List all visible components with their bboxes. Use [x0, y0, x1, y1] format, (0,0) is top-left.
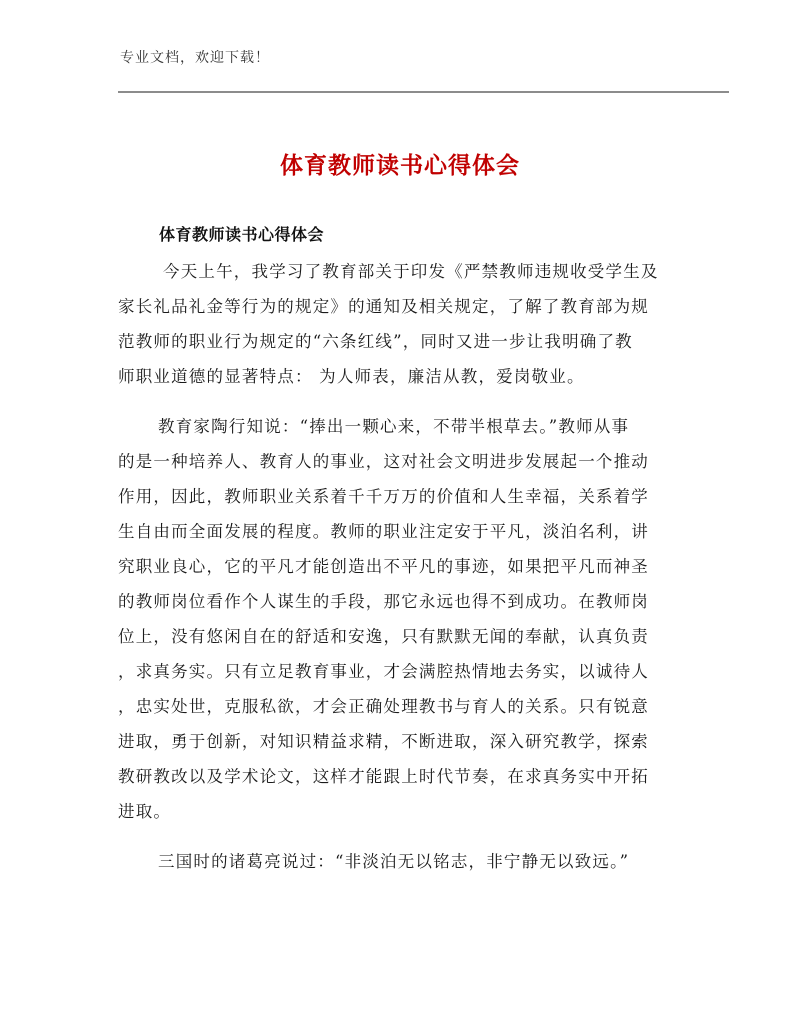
paragraph-line: 的教师岗位看作个人谋生的手段，那它永远也得不到成功。在教师岗 — [118, 592, 649, 611]
paragraph-line: 家长礼品礼金等行为的规定》的通知及相关规定，了解了教育部为规 — [118, 297, 649, 316]
document-body — [118, 254, 678, 894]
paragraph-line: 作用，因此，教师职业关系着千千万万的价值和人生幸福，关系着学 — [118, 487, 649, 506]
document-subtitle: 体育教师读书心得体会 — [159, 225, 325, 244]
paragraph-line: 师职业道德的显著特点： 为人师表，廉洁从教，爱岗敬业。 — [118, 367, 585, 386]
paragraph-line: 今天上午，我学习了教育部关于印发《严禁教师违规收受学生及 — [163, 262, 659, 281]
paragraph-2 — [118, 409, 678, 829]
paragraph-line: ，求真务实。只有立足教育事业，才会满腔热情地去务实，以诚待人 — [118, 662, 649, 681]
paragraph-line: 进取，勇于创新，对知识精益求精，不断进取，深入研究教学，探索 — [118, 732, 649, 751]
paragraph-line: 位上，没有悠闲自在的舒适和安逸，只有默默无闻的奉献，认真负责 — [118, 627, 649, 646]
paragraph-line: 究职业良心，它的平凡才能创造出不平凡的事迹，如果把平凡而神圣 — [118, 557, 649, 576]
paragraph-line: 生自由而全面发展的程度。教师的职业注定安于平凡，淡泊名利，讲 — [118, 522, 649, 541]
paragraph-line: 三国时的诸葛亮说过：“非淡泊无以铭志，非宁静无以致远。” — [158, 852, 630, 871]
paragraph-line: 进取。 — [118, 802, 172, 821]
header-divider — [118, 91, 729, 93]
paragraph-line: 教研教改以及学术论文，这样才能跟上时代节奏，在求真务实中开拓 — [118, 767, 649, 786]
paragraph-line: 的是一种培养人、教育人的事业，这对社会文明进步发展起一个推动 — [118, 452, 649, 471]
paragraph-3 — [118, 844, 678, 879]
document-title: 体育教师读书心得体会 — [280, 153, 520, 179]
page-header-text: 专业文档，欢迎下载！ — [120, 50, 270, 66]
paragraph-line: 教育家陶行知说：“捧出一颗心来，不带半根草去。”教师从事 — [158, 417, 630, 436]
paragraph-1 — [118, 254, 678, 394]
paragraph-line: 范教师的职业行为规定的“六条红线”，同时又进一步让我明确了教 — [118, 332, 633, 351]
paragraph-line: ，忠实处世，克服私欲，才会正确处理教书与育人的关系。只有锐意 — [118, 697, 649, 716]
